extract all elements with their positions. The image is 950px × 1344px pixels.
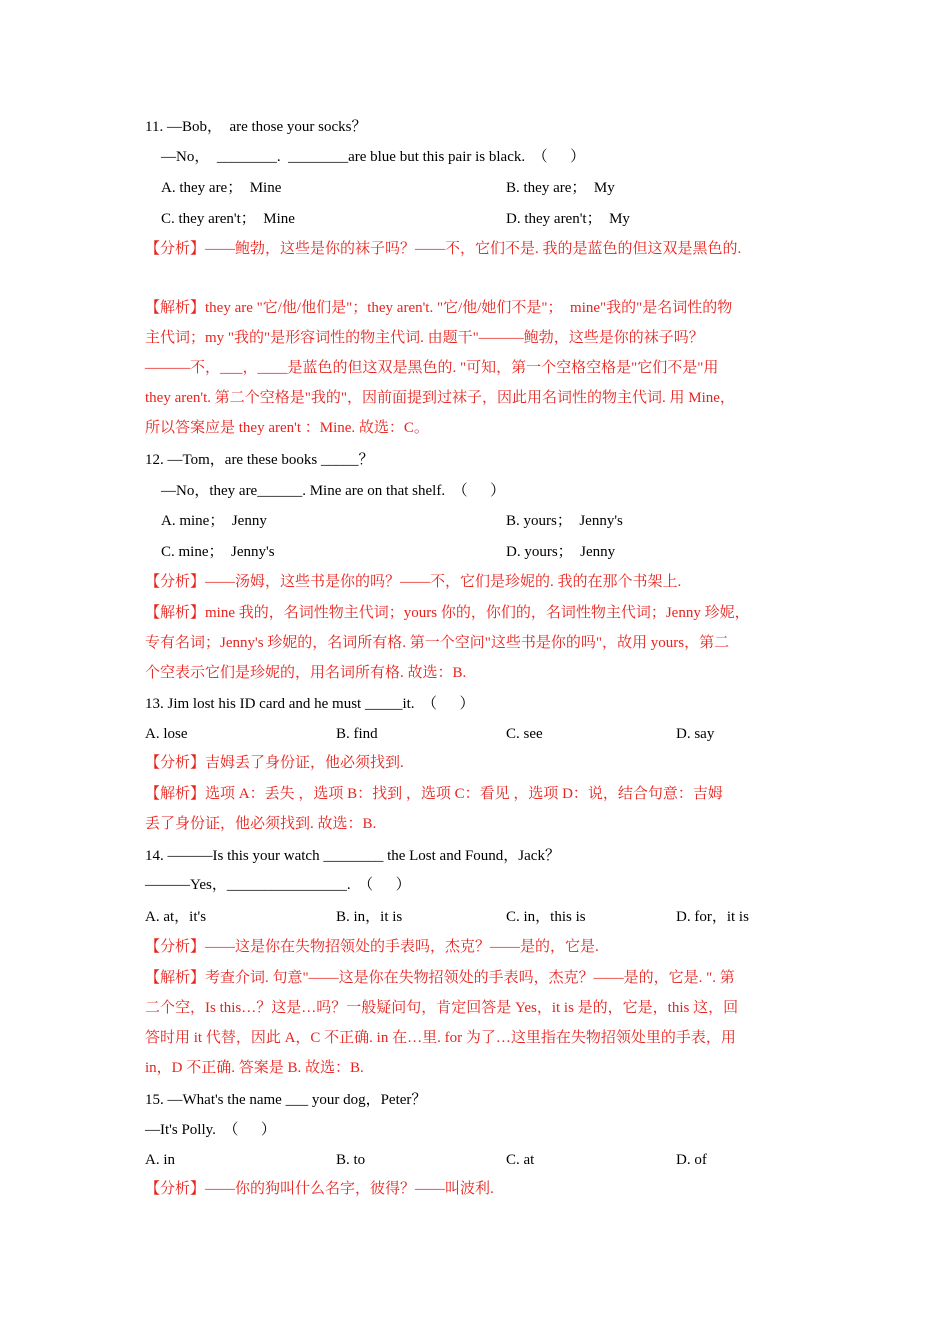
q13-option-b: B. find (336, 726, 378, 742)
q14-option-c: C. in，this is (506, 909, 586, 925)
q11-option-c: C. they aren't； Mine (161, 211, 295, 227)
q11-option-d: D. they aren't； My (506, 211, 630, 227)
q15-analysis: 【分析】——你的狗叫什么名字，彼得？——叫波利. (145, 1181, 494, 1197)
q11-stem: 11. —Bob， are those your socks？ (145, 119, 367, 135)
q15-option-c: C. at (506, 1152, 535, 1168)
q12-option-c: C. mine； Jenny's (161, 544, 275, 560)
q11-option-a: A. they are； Mine (161, 180, 282, 196)
q13-analysis: 【分析】吉姆丢了身份证，他必须找到. (145, 755, 404, 771)
q11-analysis: 【分析】——鲍勃，这些是你的袜子吗？——不，它们不是. 我的是蓝色的但这双是黑色的. (145, 241, 742, 257)
q14-stem: 14. ———Is this your watch ________ the Lost and Found，Jack？ (145, 848, 560, 864)
q12-option-d: D. yours； Jenny (506, 544, 616, 560)
q14-option-d: D. for，it is (676, 909, 749, 925)
q12-explanation-line: 个空表示它们是珍妮的，用名词所有格. 故选：B. (145, 665, 467, 681)
q15-option-d: D. of (676, 1152, 707, 1168)
q12-answer-line: —No，they are______. Mine are on that shelf. （ ） (161, 483, 506, 499)
q11-explanation-line: 主代词；my "我的"是形容词性的物主代词. 由题干"———鲍勃，这些是你的袜子吗？ (145, 330, 704, 346)
q14-explanation-line: in，D 不正确. 答案是 B. 故选：B. (145, 1060, 364, 1076)
q12-analysis: 【分析】——汤姆，这些书是你的吗？——不，它们是珍妮的. 我的在那个书架上. (145, 574, 682, 590)
q11-explanation-line: ———不，___，____是蓝色的但这双是黑色的. "可知，第一个空格空格是"它们不是"用 (145, 360, 719, 376)
q12-option-b: B. yours； Jenny's (506, 513, 623, 529)
q15-option-a: A. in (145, 1152, 175, 1168)
q13-option-d: D. say (676, 726, 715, 742)
q15-stem: 15. —What's the name ___ your dog，Peter？ (145, 1092, 427, 1108)
q11-explanation-line: they aren't. 第二个空格是"我的"，因前面提到过袜子，因此用名词性的物主代词. 用 Mine， (145, 390, 735, 406)
q15-answer-line: —It's Polly. （ ） (145, 1122, 276, 1138)
q11-option-b: B. they are； My (506, 180, 615, 196)
q14-explanation-line: 【解析】考查介词. 句意"——这是你在失物招领处的手表吗，杰克？——是的，它是. ". 第 (145, 970, 735, 986)
q11-explanation-line: 所以答案应是 they aren't ：Mine. 故选：C。 (145, 420, 429, 436)
q13-stem: 13. Jim lost his ID card and he must _____it. （ ） (145, 696, 475, 712)
q13-option-a: A. lose (145, 726, 188, 742)
q14-answer-line: ———Yes，________________. （ ） (145, 877, 411, 893)
q12-option-a: A. mine； Jenny (161, 513, 267, 529)
q13-option-c: C. see (506, 726, 543, 742)
q11-answer-line: —No， ________. ________are blue but this pair is black. （ ） (161, 149, 586, 165)
q15-option-b: B. to (336, 1152, 366, 1168)
q12-stem: 12. —Tom，are these books _____？ (145, 452, 374, 468)
q11-explanation-line: 【解析】they are "它/他/他们是"；they aren't. "它/他/她们不是"； mine"我的"是名词性的物 (145, 300, 733, 316)
q13-explanation-line: 丢了身份证，他必须找到. 故选：B. (145, 816, 377, 832)
q12-explanation-line: 专有名词；Jenny's 珍妮的，名词所有格. 第一个空问"这些书是你的吗"，故用 yours，第二 (145, 635, 730, 651)
q14-option-a: A. at，it's (145, 909, 207, 925)
q14-explanation-line: 二个空，Is this…？这是…吗？一般疑问句，肯定回答是 Yes，it is 是的，它是，this 这，回 (145, 1000, 739, 1016)
q12-explanation-line: 【解析】mine 我的，名词性物主代词；yours 你的，你们的，名词性物主代词；Jenny 珍妮， (145, 605, 750, 621)
q13-explanation-line: 【解析】选项 A：丢失 ，选项 B：找到 ，选项 C：看见 ，选项 D：说，结合句意：吉姆 (145, 786, 723, 802)
q14-option-b: B. in，it is (336, 909, 403, 925)
q14-analysis: 【分析】——这是你在失物招领处的手表吗，杰克？——是的，它是. (145, 939, 599, 955)
q14-explanation-line: 答时用 it 代替，因此 A，C 不正确. in 在…里. for 为了…这里指在失物招领处里的手表，用 (145, 1030, 736, 1046)
